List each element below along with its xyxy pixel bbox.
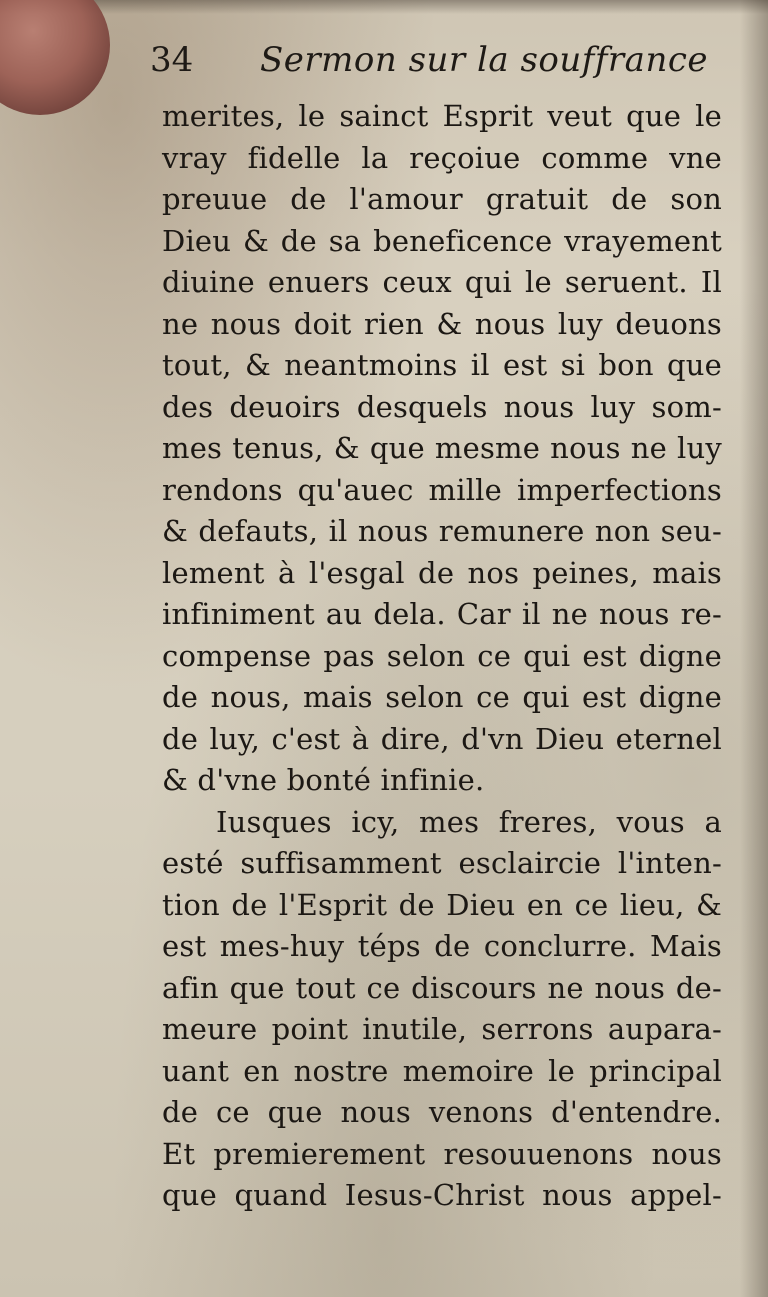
text-line: mes tenus, & que mesme nous ne luy — [162, 431, 722, 465]
text-line: diuine enuers ceux qui le seruent. Il — [162, 265, 722, 299]
text-line: uant en nostre memoire le principal — [162, 1053, 722, 1088]
body-text — [162, 96, 722, 1217]
text-line: lement à l'esgal de nos peines, mais — [162, 555, 722, 590]
text-line: de nous, mais selon ce qui est digne — [162, 680, 722, 714]
text-line: compense pas selon ce qui est digne — [162, 638, 722, 673]
paragraph-end-line: & d'vne bonté infinie. — [162, 763, 485, 797]
text-line: vray fidelle la reçoiue comme vne — [162, 140, 722, 175]
text-line: infiniment au dela. Car il ne nous re- — [162, 597, 722, 631]
text-line: ne nous doit rien & nous luy deuons — [162, 306, 722, 341]
text-line: afin que tout ce discours ne nous de- — [162, 970, 722, 1005]
text-line: Et premierement resouuenons nous — [162, 1136, 722, 1171]
page-top-shadow — [0, 0, 768, 14]
text-line: des deuoirs desquels nous luy som- — [162, 389, 722, 424]
running-title: Sermon sur la souffrance — [260, 40, 709, 80]
text-line: que quand Iesus-Christ nous appel- — [162, 1178, 722, 1212]
text-line: de ce que nous venons d'entendre. — [162, 1095, 722, 1129]
page-edge-shadow — [740, 0, 768, 1297]
text-line: tion de l'Esprit de Dieu en ce lieu, & — [162, 887, 722, 922]
text-line: merites, le sainct Esprit veut que le — [162, 99, 722, 133]
text-line: rendons qu'auec mille imperfections — [162, 472, 722, 507]
text-line: & defauts, il nous remunere non seu- — [162, 514, 722, 548]
page-number: 34 — [150, 40, 194, 80]
paragraph-start-line: Iusques icy, mes freres, vous a — [216, 804, 722, 839]
text-line: de luy, c'est à dire, d'vn Dieu eternel — [162, 721, 722, 756]
text-line: preuue de l'amour gratuit de son — [162, 182, 722, 216]
text-line: Dieu & de sa beneficence vrayement — [162, 223, 722, 258]
text-line: esté suffisamment esclaircie l'inten- — [162, 846, 722, 880]
page-header — [150, 40, 710, 92]
text-line: tout, & neantmoins il est si bon que — [162, 348, 722, 382]
text-line: meure point inutile, serrons aupara- — [162, 1012, 722, 1046]
thumb-holding-page — [0, 0, 110, 115]
text-line: est mes-huy téps de conclurre. Mais — [162, 929, 722, 963]
